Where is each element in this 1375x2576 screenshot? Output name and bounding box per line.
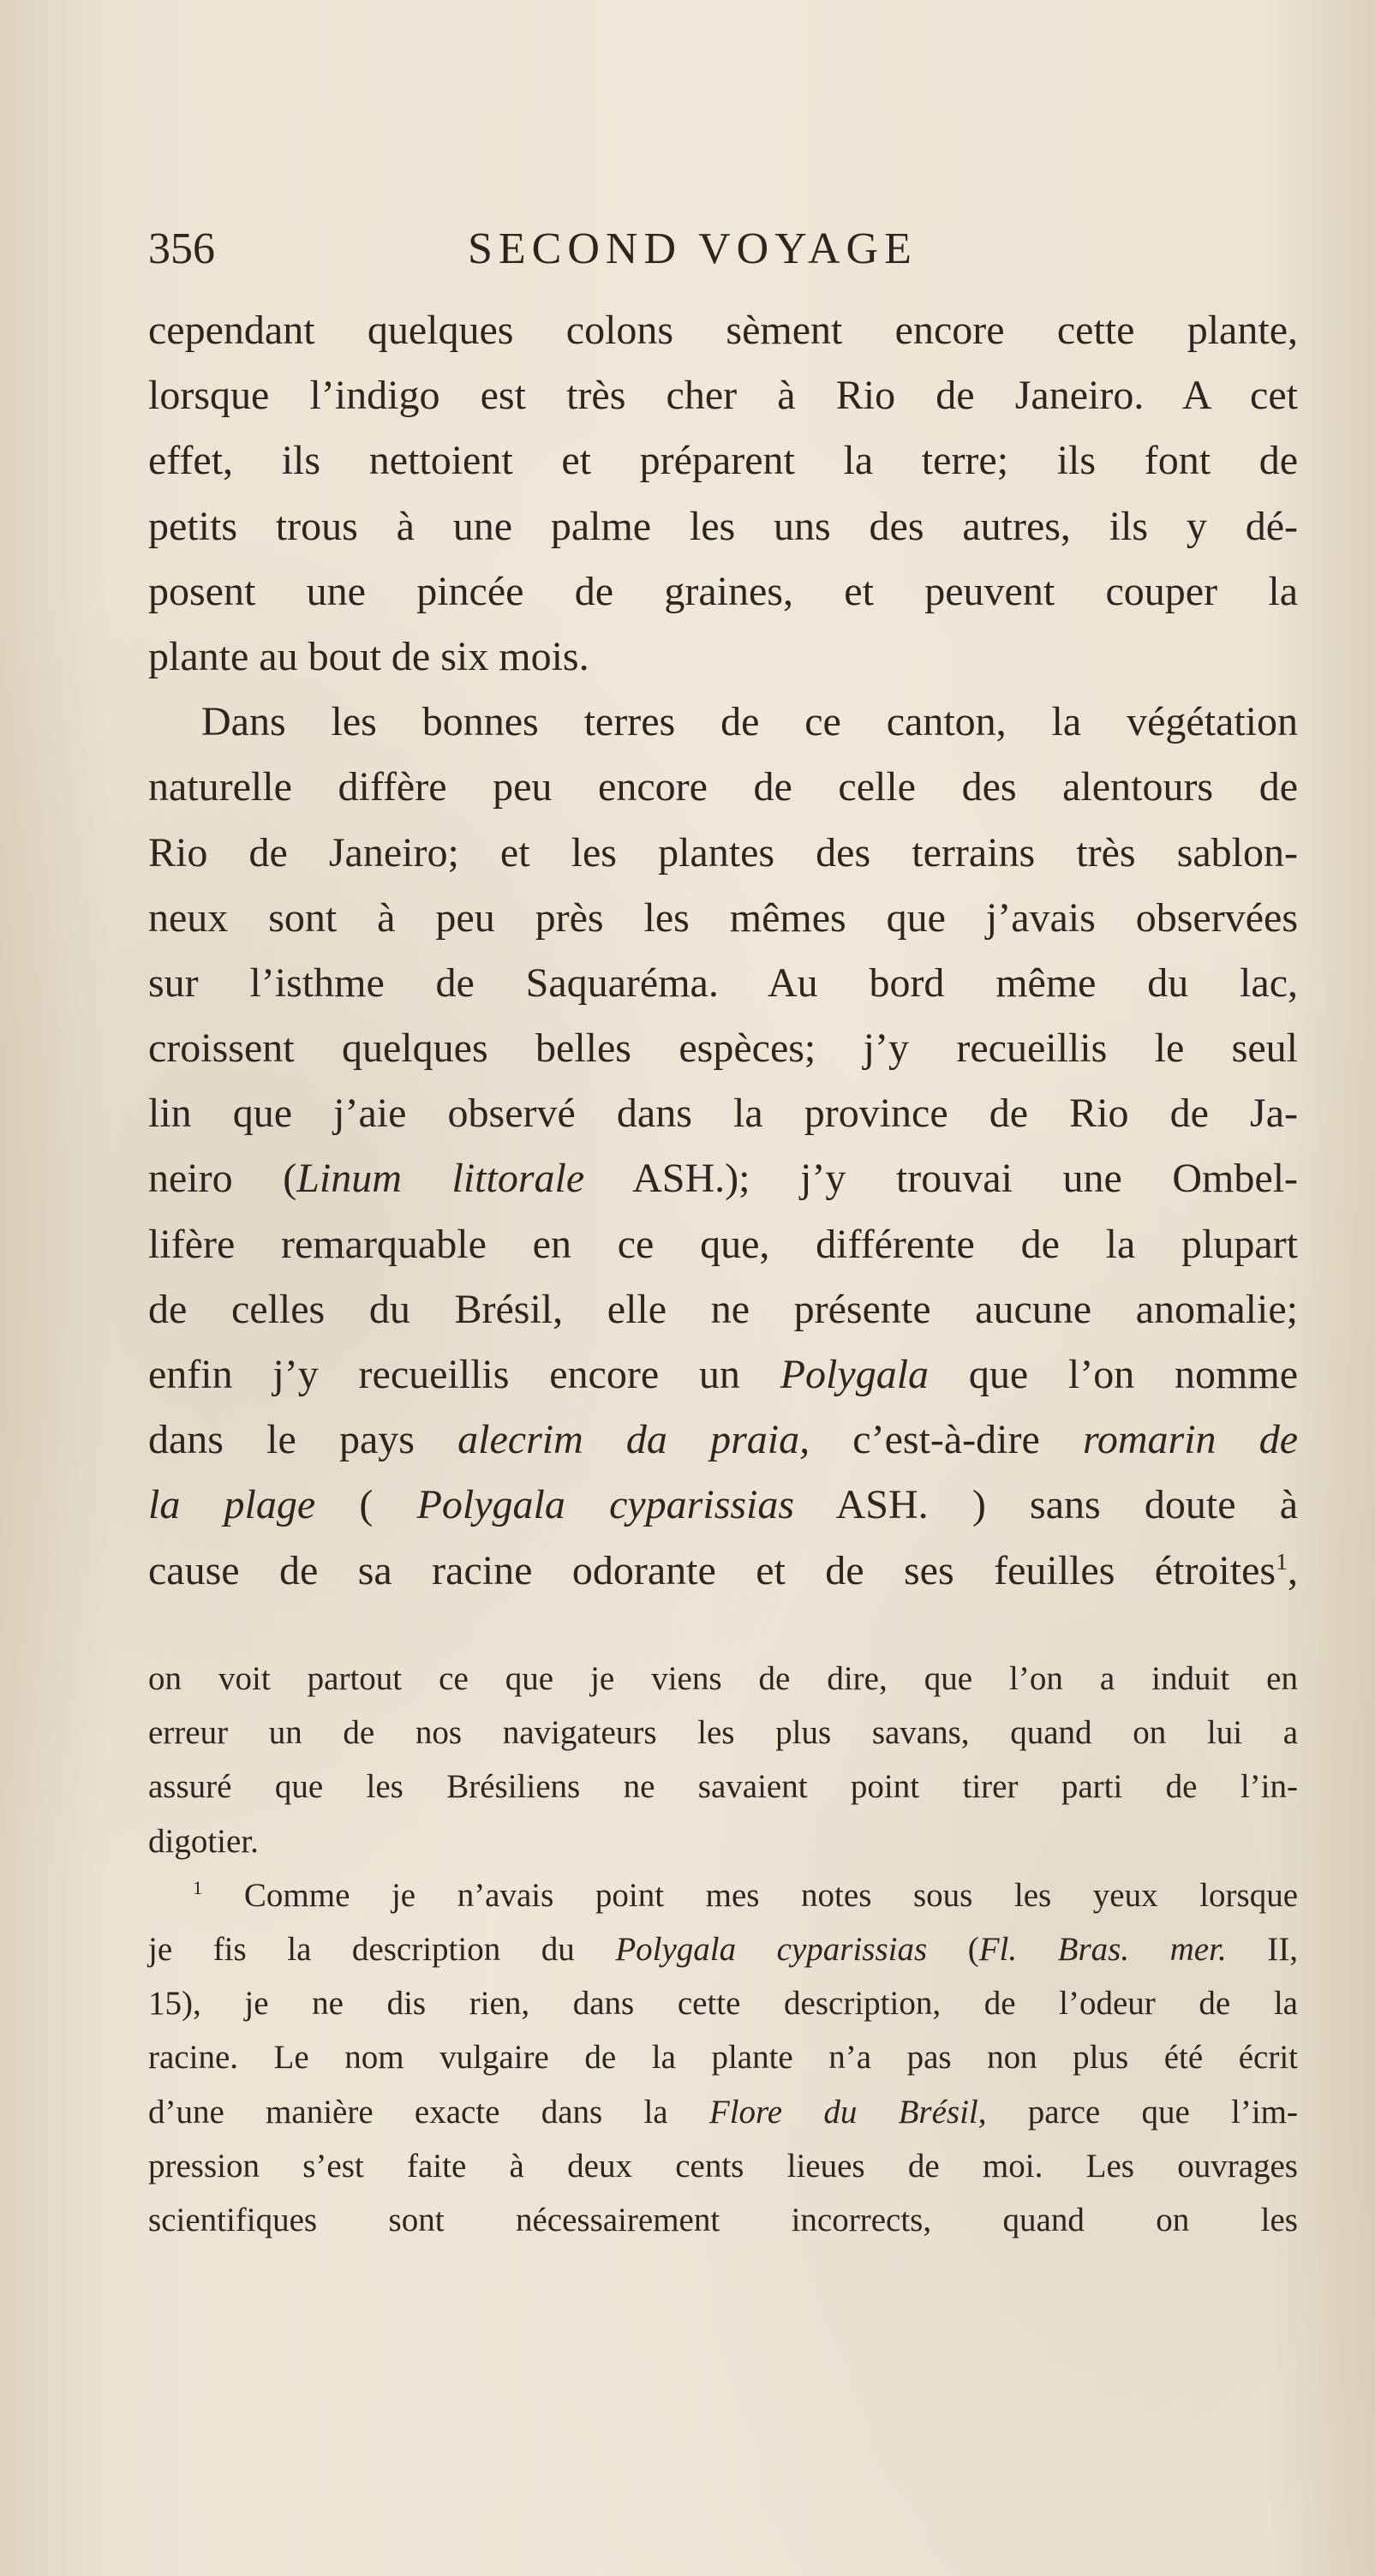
footnote-line: pression s’est faite à deux cents lieues de moi. Les ouvrages <box>148 2147 1298 2185</box>
main-text-line: petits trous à une palme les uns des autres, ils y dé- <box>148 503 1298 549</box>
footnote-line: scientifiques sont nécessairement incorrects, quand on les <box>148 2201 1298 2238</box>
italic-species-name: Polygala cyparissias <box>416 1482 795 1528</box>
italic-translation: romarin de <box>1082 1417 1299 1463</box>
footnote-line: on voit partout ce que je viens de dire, que l’on a induit en <box>148 1660 1298 1697</box>
line-text: c’est-à-dire <box>810 1417 1083 1463</box>
italic-genus-name: Polygala <box>780 1352 930 1397</box>
line-text: d’une manière exacte dans la <box>148 2093 709 2131</box>
line-text: parce que l’im- <box>986 2093 1298 2131</box>
running-head <box>148 221 1298 278</box>
main-text-line: effet, ils nettoient et préparent la terre; ils font de <box>148 438 1298 484</box>
line-text: enfin j’y recueillis encore un <box>148 1352 780 1397</box>
line-text: II, <box>1226 1930 1298 1968</box>
main-text-line: Dans les bonnes terres de ce canton, la végétation <box>201 699 1298 745</box>
main-text-line <box>148 1473 1298 1538</box>
main-text-line <box>148 1408 1298 1473</box>
main-text-line <box>148 1539 1298 1604</box>
line-text: je fis la description du <box>148 1930 616 1968</box>
main-text-line <box>148 1342 1298 1408</box>
main-text-line: Rio de Janeiro; et les plantes des terrains très sablon- <box>148 829 1298 876</box>
line-text: cause de sa racine odorante et de ses feuilles étroites <box>148 1547 1276 1593</box>
footnote-line: digotier. <box>148 1822 259 1860</box>
main-text-line: lin que j’aie observé dans la province de Rio de Ja- <box>148 1091 1298 1137</box>
main-text-line: posent une pincée de graines, et peuvent couper la <box>148 568 1298 614</box>
footnote-line: racine. Le nom vulgaire de la plante n’a pas non plus été écrit <box>148 2039 1298 2077</box>
main-text-line: de celles du Brésil, elle ne présente aucune anomalie; <box>148 1286 1298 1332</box>
main-text-line: lifère remarquable en ce que, différente de la plupart <box>148 1221 1298 1267</box>
main-text-line: croissent quelques belles espèces; j’y recueillis le seul <box>148 1025 1298 1072</box>
main-text-line: plante au bout de six mois. <box>148 633 589 679</box>
line-text: ( <box>315 1482 417 1528</box>
line-text: ASH.); j’y trouvai une Ombel- <box>584 1156 1299 1202</box>
footnote-line <box>148 1868 1298 1922</box>
italic-species-name: Polygala cyparissias <box>615 1930 928 1968</box>
running-title: SECOND VOYAGE <box>468 224 918 273</box>
page-number: 356 <box>148 224 215 273</box>
footnote-line: 15), je ne dis rien, dans cette description, de l’odeur de la <box>148 1985 1298 2023</box>
footnote-line: erreur un de nos navigateurs les plus savans, quand on lui a <box>148 1714 1298 1752</box>
line-text: , <box>1288 1547 1298 1593</box>
line-text: ( <box>927 1930 979 1968</box>
main-text-line: cependant quelques colons sèment encore cette plante, <box>148 308 1298 353</box>
italic-common-name: alecrim da praia, <box>457 1417 810 1463</box>
footnote-line <box>148 1922 1298 1976</box>
italic-translation: la plage <box>148 1482 316 1528</box>
footnote-marker: 1 <box>1276 1548 1288 1575</box>
line-text: ASH. ) sans doute à <box>794 1482 1299 1528</box>
main-text <box>148 298 1298 1604</box>
line-text: Comme je n’avais point mes notes sous les yeux lorsque <box>202 1876 1298 1914</box>
main-text-line: lorsque l’indigo est très cher à Rio de Janeiro. A cet <box>148 373 1298 419</box>
main-text-line: sur l’isthme de Saquaréma. Au bord même du lac, <box>148 959 1298 1006</box>
italic-reference: Fl. Bras. mer. <box>978 1930 1227 1968</box>
footnote-line <box>148 2085 1298 2139</box>
footnote-line: assuré que les Brésiliens ne savaient point tirer parti de l’in- <box>148 1768 1298 1806</box>
italic-book-title: Flore du Brésil, <box>708 2093 987 2131</box>
line-text: dans le pays <box>148 1417 458 1463</box>
line-text: que l’on nomme <box>929 1352 1299 1397</box>
footnote-number: 1 <box>193 1876 203 1898</box>
italic-species-name: Linum littorale <box>296 1156 585 1202</box>
main-text-line: neux sont à peu près les mêmes que j’avais observées <box>148 894 1298 941</box>
footnotes <box>148 1652 1298 2247</box>
main-text-line: naturelle diffère peu encore de celle des alentours de <box>148 764 1298 810</box>
main-text-line <box>148 1146 1298 1211</box>
line-text: neiro ( <box>148 1156 297 1202</box>
